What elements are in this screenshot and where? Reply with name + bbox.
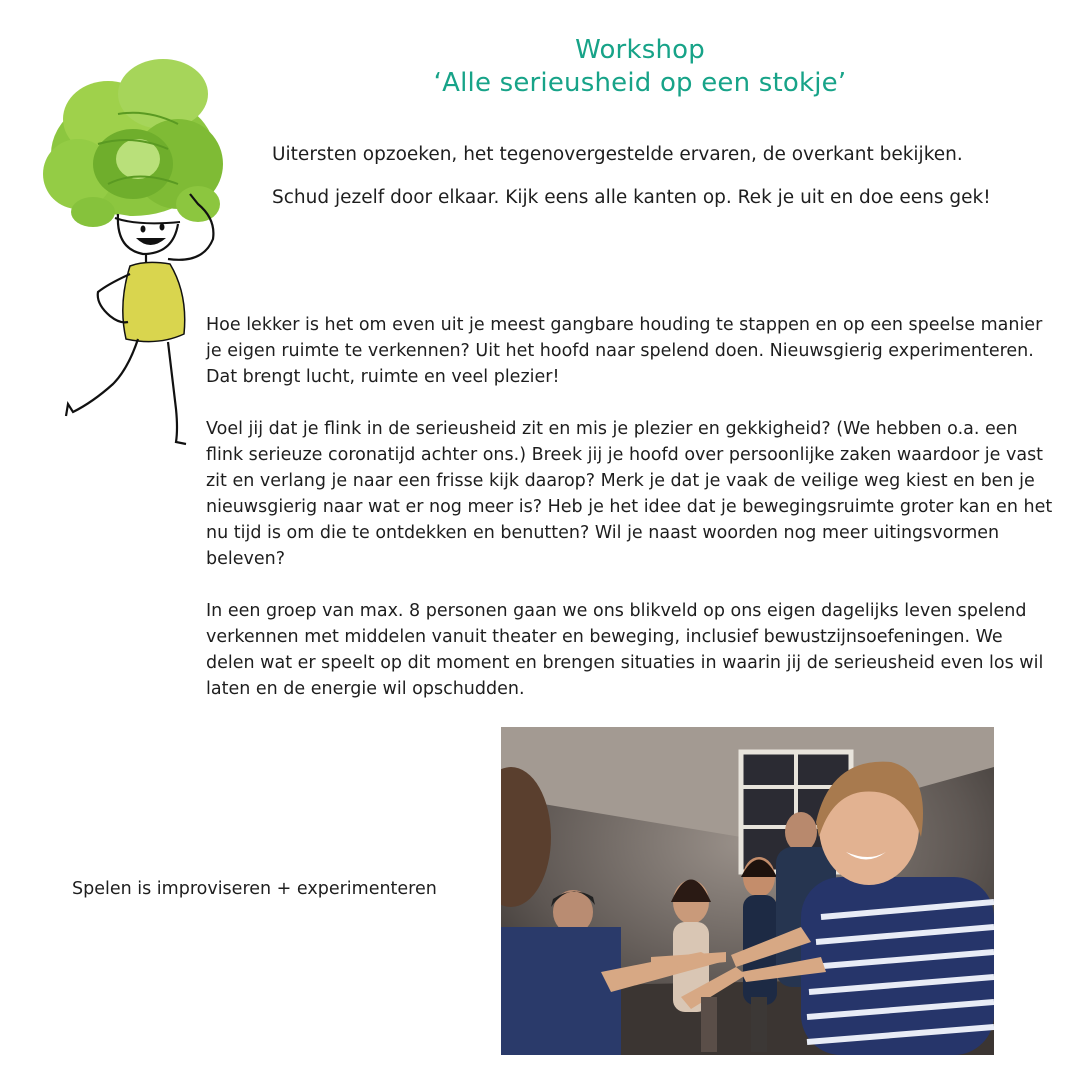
- body-text: [206, 312, 1056, 728]
- photo-caption: Spelen is improviseren + experimenteren: [72, 879, 437, 899]
- paragraph: Hoe lekker is het om even uit je meest gangbare houding te stappen en op een speelse manier je eigen ruimte te verkennen? Uit het hoofd naar spelend doen. Nieuwsgierig experimenteren. Dat brengt lucht, ruimte en veel plezier!: [206, 315, 1043, 387]
- paragraph: In een groep van max. 8 personen gaan we ons blikveld op ons eigen dagelijks leven spelend verkennen met middelen vanuit theater en beweging, inclusief bewustzijnsoefeningen. We delen wat er speelt op dit moment en brengen situaties in waarin jij de serieusheid even los wil laten en de energie wil opschudden.: [206, 601, 1044, 699]
- intro-line: Uitersten opzoeken, het tegenovergestelde ervaren, de overkant bekijken.: [272, 144, 963, 165]
- intro-line: Schud jezelf door elkaar. Kijk eens alle kanten op. Rek je uit en doe eens gek!: [272, 187, 991, 208]
- title-line-2: ‘Alle serieusheid op een stokje’: [433, 68, 847, 98]
- group-workshop-photo: [501, 727, 994, 1055]
- intro-text: [272, 142, 1062, 228]
- title-line-1: Workshop: [575, 35, 705, 65]
- page-title: [380, 34, 900, 100]
- paragraph: Voel jij dat je flink in de serieusheid zit en mis je plezier en gekkigheid? (We hebben o.a. een flink serieuze coronatijd achter ons.) Breek jij je hoofd over persoonlijke zaken waardoor je vast zit en verlang je naar een frisse kijk daarop? Merk je dat je vaak de veilige weg kiest en ben je nieuwsgierig naar wat er nog meer is? Heb je het idee dat je bewegingsruimte groter kan en het nu tijd is om die te ontdekken en benutten? Wil je naast woorden nog meer uitingsvormen beleven?: [206, 419, 1053, 569]
